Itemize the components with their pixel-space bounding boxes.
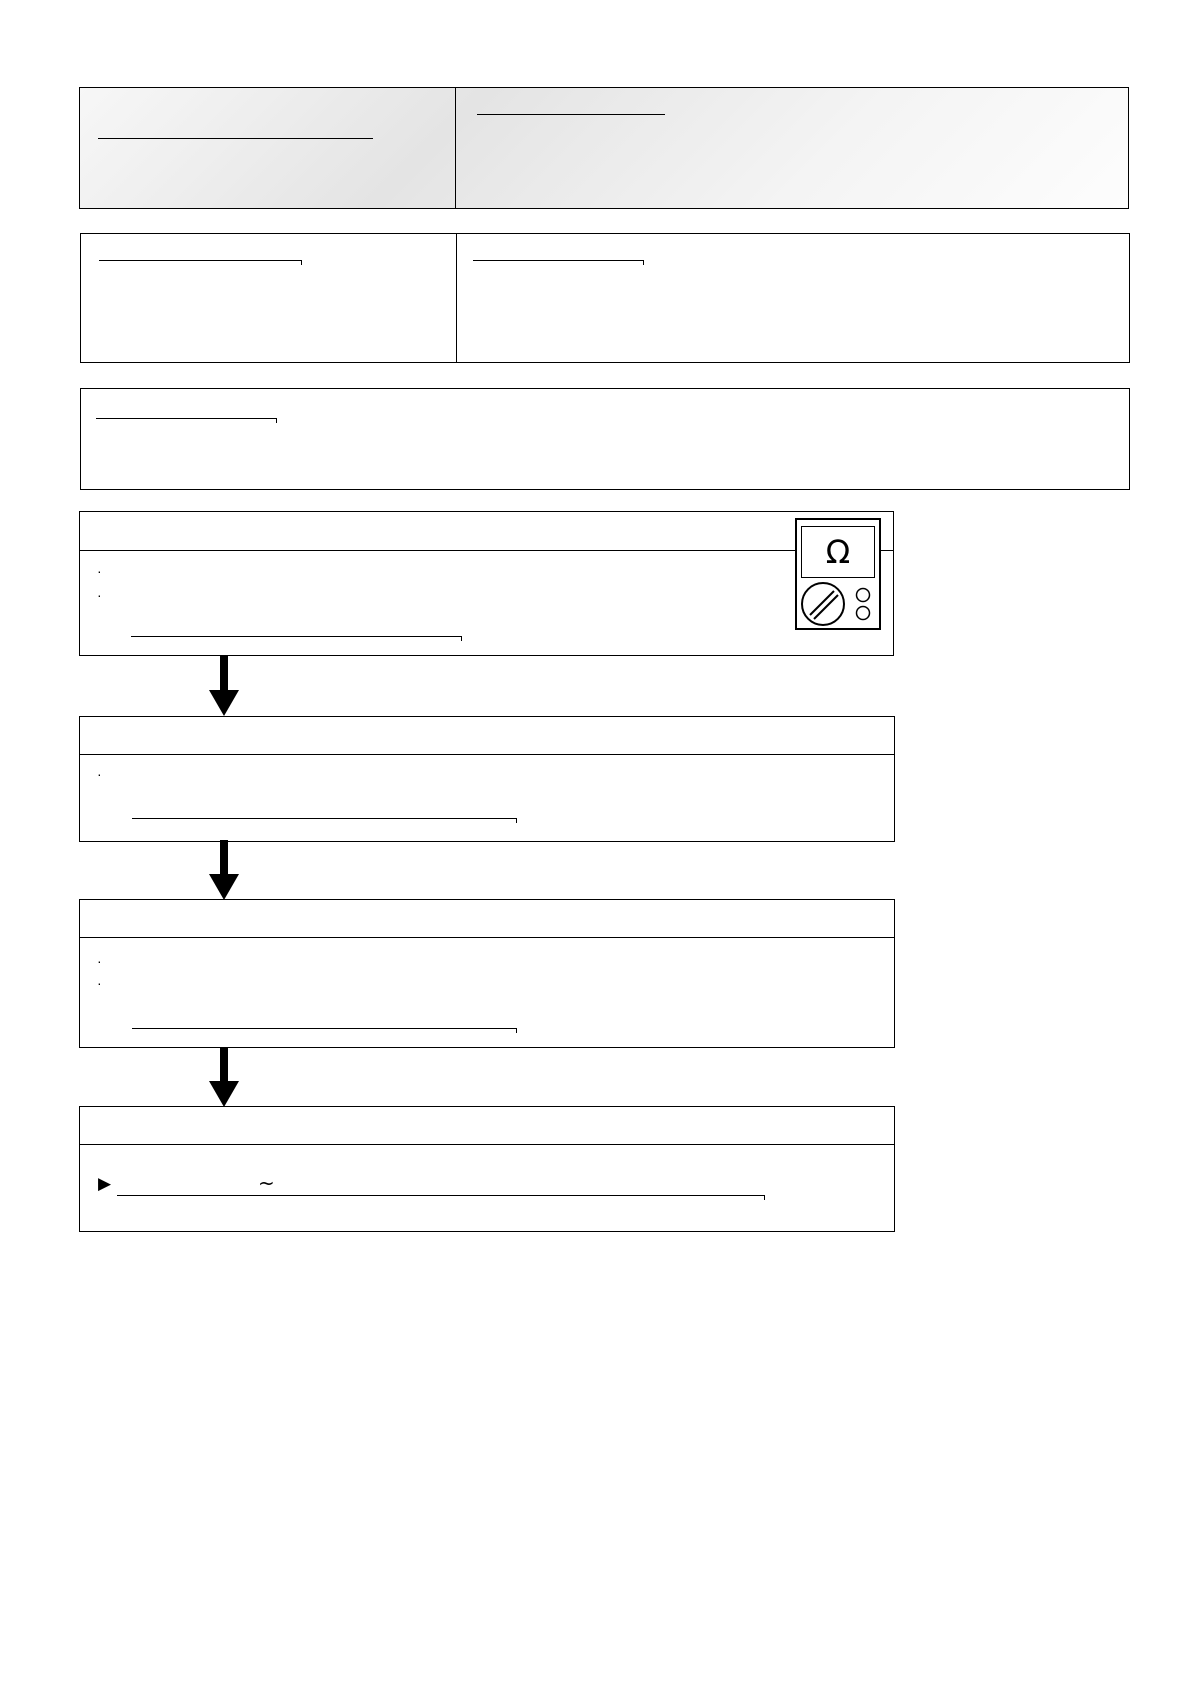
step-1-result-underline (131, 636, 461, 637)
notes-panel (80, 388, 1130, 490)
step-1-header-bar (80, 550, 893, 551)
arrow-down-icon (209, 656, 239, 716)
step-3-box (79, 899, 895, 1048)
header-right-title-underline (477, 114, 665, 115)
step-4-tilde: ~ (258, 1171, 275, 1195)
arrow-down-icon (209, 1047, 239, 1107)
info-left-title-underline (99, 260, 301, 261)
info-right-title-underline (473, 260, 643, 261)
multimeter-dial-icon (797, 580, 879, 628)
step-3-header-bar (80, 937, 894, 938)
step-2-result-underline (132, 818, 516, 819)
ohm-symbol: Ω (825, 533, 851, 571)
multimeter-icon (795, 518, 881, 630)
step-3-bullet-1: · (97, 953, 102, 969)
step-4-box (79, 1106, 895, 1232)
arrow-down-icon (209, 840, 239, 900)
step-2-box (79, 716, 895, 842)
step-2-bullet-1: · (97, 766, 102, 782)
info-panel (80, 233, 1130, 363)
step-1-box (79, 511, 894, 656)
step-1-bullet-2: · (97, 587, 102, 603)
step-4-header-bar (80, 1144, 894, 1145)
step-3-bullet-2: · (97, 975, 102, 991)
header-divider (455, 88, 456, 208)
multimeter-display (801, 526, 875, 578)
step-1-bullet-1: · (97, 563, 102, 579)
info-divider (456, 234, 457, 362)
step-2-header-bar (80, 754, 894, 755)
notes-title-underline (96, 418, 276, 419)
step-4-result-underline (117, 1195, 764, 1196)
step-3-result-underline (132, 1028, 516, 1029)
step-4-marker-icon: ▶ (98, 1174, 112, 1194)
header-panel (79, 87, 1129, 209)
header-left-title-underline (98, 138, 373, 139)
